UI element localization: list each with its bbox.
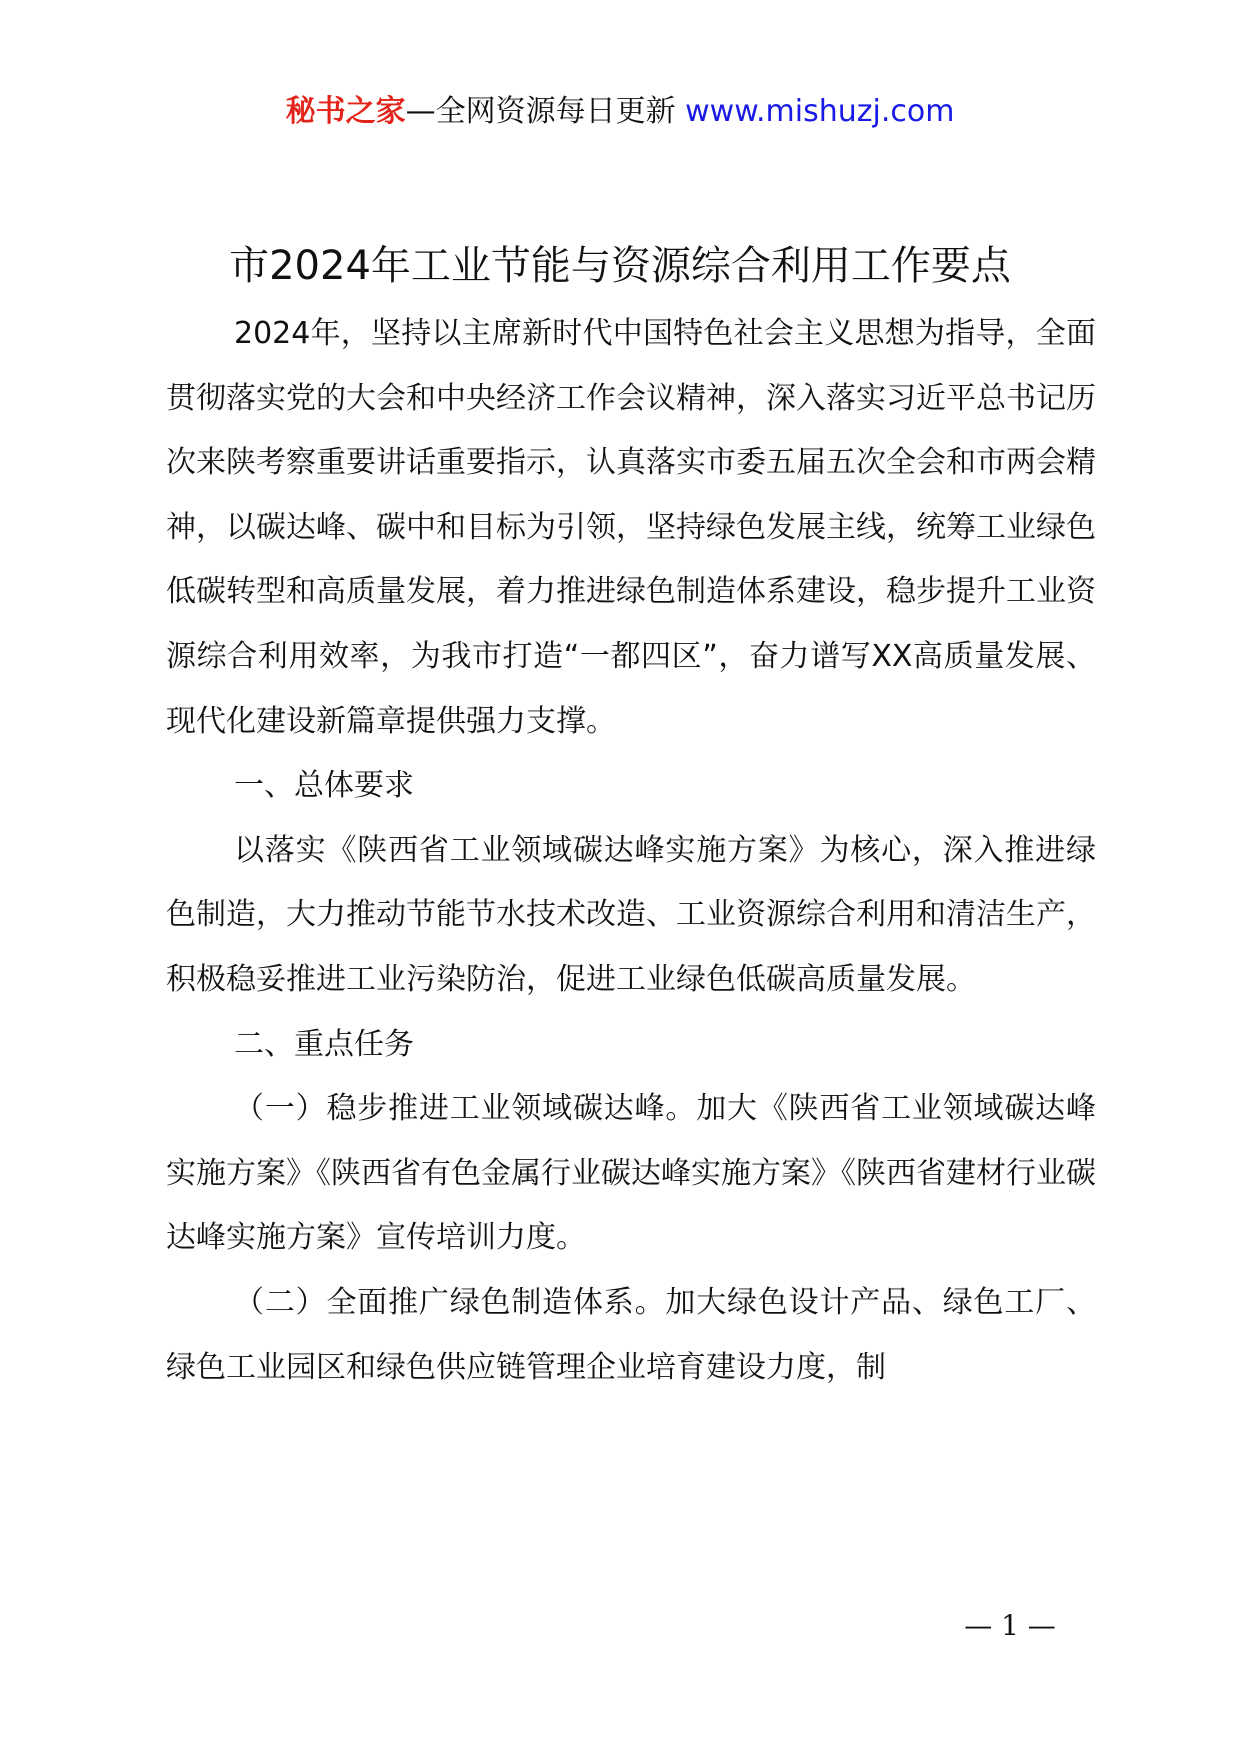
banner-tagline: —全网资源每日更新	[405, 94, 676, 129]
section-heading-key-tasks: 二、重点任务	[234, 1026, 414, 1062]
task-1-paragraph: （一）稳步推进工业领域碳达峰。加大《陕西省工业领域碳达峰实施方案》《陕西省有色金属行业碳达峰实施方案》《陕西省建材行业碳达峰实施方案》宣传培训力度。	[166, 1091, 1096, 1256]
intro-paragraph: 2024年，坚持以主席新时代中国特色社会主义思想为指导，全面贯彻落实党的大会和中央经济工作会议精神，深入落实习近平总书记历次来陕考察重要讲话重要指示，认真落实市委五届五次全会和市两会精神，以碳达峰、碳中和目标为引领，坚持绿色发展主线，统筹工业绿色低碳转型和高质量发展，着力推进绿色制造体系建设，稳步提升工业资源综合利用效率，为我市打造“一都四区”，奋力谱写XX高质量发展、现代化建设新篇章提供强力支撑。	[166, 316, 1096, 739]
brand-name: 秘书之家	[285, 94, 406, 129]
site-banner	[0, 92, 1240, 132]
section-heading-general-requirements: 一、总体要求	[234, 768, 414, 804]
document-title: 市2024年工业节能与资源综合利用工作要点	[229, 243, 1011, 289]
page-number: — 1 —	[964, 1609, 1056, 1642]
task-2-paragraph: （二）全面推广绿色制造体系。加大绿色设计产品、绿色工厂、绿色工业园区和绿色供应链管理企业培育建设力度，制	[166, 1284, 1096, 1385]
document-body	[166, 302, 1096, 1400]
site-url-link[interactable]: www.mishuzj.com	[685, 94, 955, 129]
general-requirements-paragraph: 以落实《陕西省工业领域碳达峰实施方案》为核心，深入推进绿色制造，大力推动节能节水技术改造、工业资源综合利用和清洁生产，积极稳妥推进工业污染防治，促进工业绿色低碳高质量发展。	[166, 832, 1096, 997]
